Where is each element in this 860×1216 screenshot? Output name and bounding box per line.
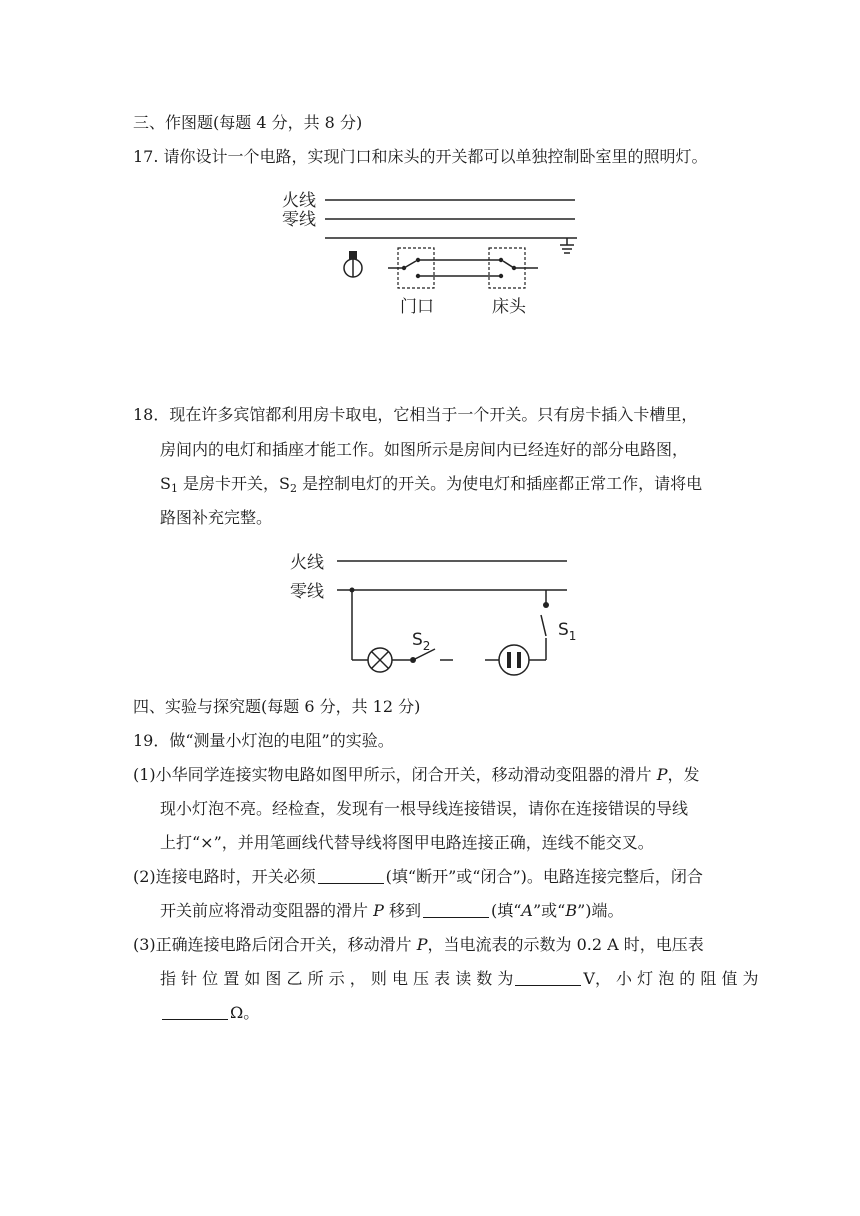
question-19-part-3-line-3: Ω。 xyxy=(160,1003,259,1023)
question-18-line-4: 路图补充完整。 xyxy=(160,508,273,527)
door-switch-label: 门口 xyxy=(400,297,434,317)
question-17-diagram xyxy=(280,185,590,320)
section-4-title: 四、实验与探究题(每题 6 分，共 12 分) xyxy=(133,697,421,716)
question-18-line-2: 房间内的电灯和插座才能工作。如图所示是房间内已经连好的部分电路图， xyxy=(160,440,689,459)
bulb-base-icon xyxy=(349,251,357,259)
live-wire-label: 火线 xyxy=(282,191,316,211)
question-19-part-2-line-2: 开关前应将滑动变阻器的滑片 P 移到 (填“A”或“B”)端。 xyxy=(160,901,624,920)
question-18-diagram xyxy=(285,545,595,685)
question-17-text: 17. 请你设计一个电路，实现门口和床头的开关都可以单独控制卧室里的照明灯。 xyxy=(133,147,708,166)
question-19-part-3-line-1: (3)正确连接电路后闭合开关，移动滑片 P，当电流表的示数为 0.2 A 时，电压表 xyxy=(133,935,704,954)
question-19-part-1-line-2: 现小灯泡不亮。经检查，发现有一根导线连接错误，请你在连接错误的导线 xyxy=(160,799,689,818)
question-19-title: 19．做“测量小灯泡的电阻”的实验。 xyxy=(133,731,394,750)
neutral-wire-label: 零线 xyxy=(282,210,316,230)
switch-s1-label: $S_1$ xyxy=(558,620,577,643)
question-19-part-2-line-1: (2)连接电路时，开关必须 (填“断开”或“闭合”)。电路连接完整后，闭合 xyxy=(133,867,703,886)
answer-blank[interactable] xyxy=(423,901,489,918)
answer-blank[interactable] xyxy=(162,1003,228,1020)
question-18-line-3: $S_1$ 是房卡开关，$S_2$ 是控制电灯的开关。为使电灯和插座都正常工作，请将电 xyxy=(160,474,703,495)
question-18-line-1: 18．现在许多宾馆都利用房卡取电，它相当于一个开关。只有房卡插入卡槽里， xyxy=(133,405,698,424)
switch-s2-label: $S_2$ xyxy=(412,630,431,653)
section-3-title: 三、作图题(每题 4 分，共 8 分) xyxy=(133,113,363,132)
question-19-part-1-line-1: (1)小华同学连接实物电路如图甲所示，闭合开关，移动滑动变阻器的滑片 P，发 xyxy=(133,765,700,784)
socket-icon xyxy=(507,652,511,668)
answer-blank[interactable] xyxy=(515,969,581,986)
live-wire-label: 火线 xyxy=(290,553,324,573)
bed-switch-label: 床头 xyxy=(492,297,526,317)
neutral-wire-label: 零线 xyxy=(290,582,324,602)
question-19-part-1-line-3: 上打“×”，并用笔画线代替导线将图甲电路连接正确，连线不能交叉。 xyxy=(160,833,654,852)
question-19-part-3-line-2: 指 针 位 置 如 图 乙 所 示 ， 则 电 压 表 读 数 为 V， 小 灯 泡 的 阻 值 为 xyxy=(160,969,759,988)
answer-blank[interactable] xyxy=(318,867,384,884)
